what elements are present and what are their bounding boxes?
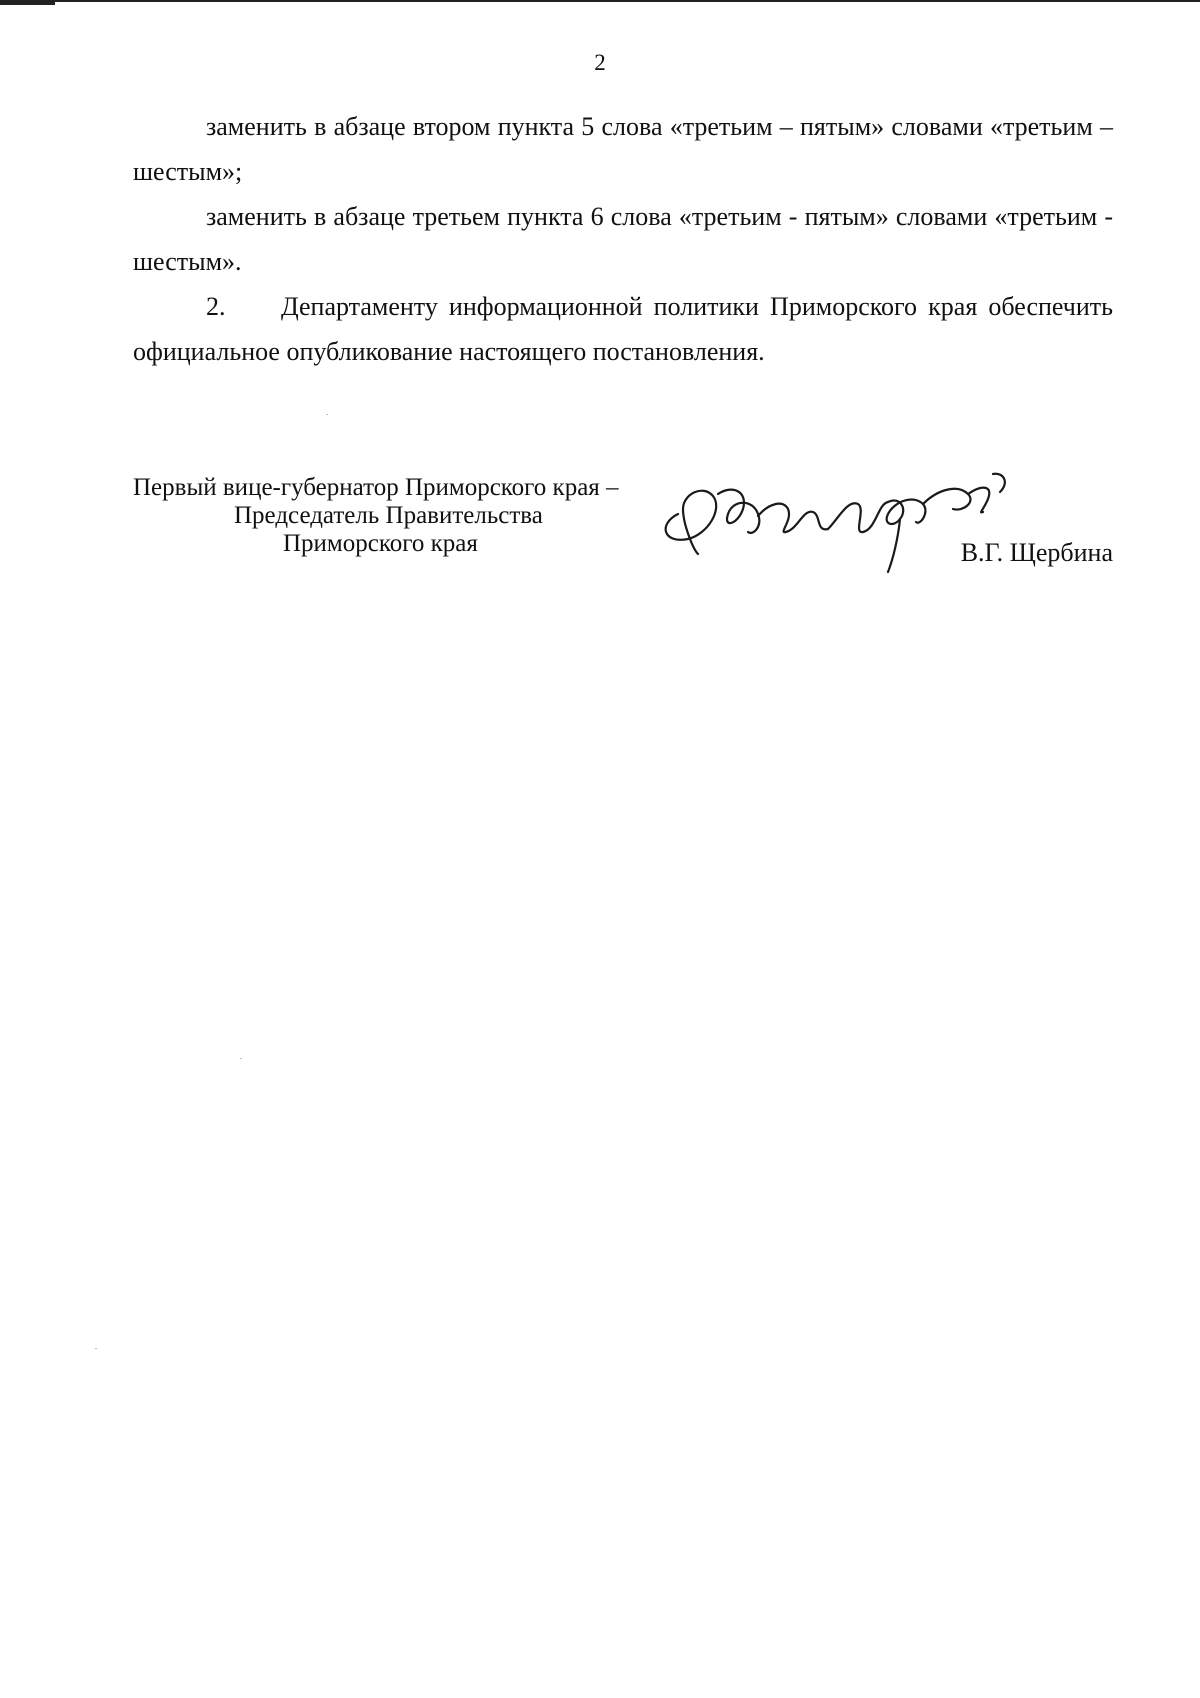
signatory-title-line: Первый вице-губернатор Приморского края – <box>133 474 619 501</box>
paragraph-text: заменить в абзаце третьем пункта 6 слова «третьим - пятым» словами «третьим - шестым». <box>133 202 1113 276</box>
scan-speck <box>95 1348 97 1349</box>
paragraph-amend-point-5 <box>133 104 1113 194</box>
document-body <box>133 104 1113 374</box>
scan-top-edge <box>0 0 1200 2</box>
item-number: 2. <box>206 292 226 321</box>
paragraph-amend-point-6 <box>133 194 1113 284</box>
signatory-title-line: Председатель Правительства <box>234 502 543 529</box>
scan-speck <box>326 414 328 415</box>
paragraph-item-2 <box>133 284 1113 374</box>
signatory-name: В.Г. Щербина <box>960 538 1113 567</box>
page-number: 2 <box>594 50 606 75</box>
paragraph-text: заменить в абзаце втором пункта 5 слова «третьим – пятым» словами «третьим – шестым»; <box>133 112 1113 186</box>
signatory-title-line: Приморского края <box>283 530 478 557</box>
scan-speck <box>240 1058 242 1059</box>
signature-block <box>133 474 1113 567</box>
scan-corner-mark <box>0 0 55 5</box>
paragraph-text: Департаменту информационной политики Приморского края обеспечить официальное опубликование настоящего постановления. <box>133 292 1114 366</box>
